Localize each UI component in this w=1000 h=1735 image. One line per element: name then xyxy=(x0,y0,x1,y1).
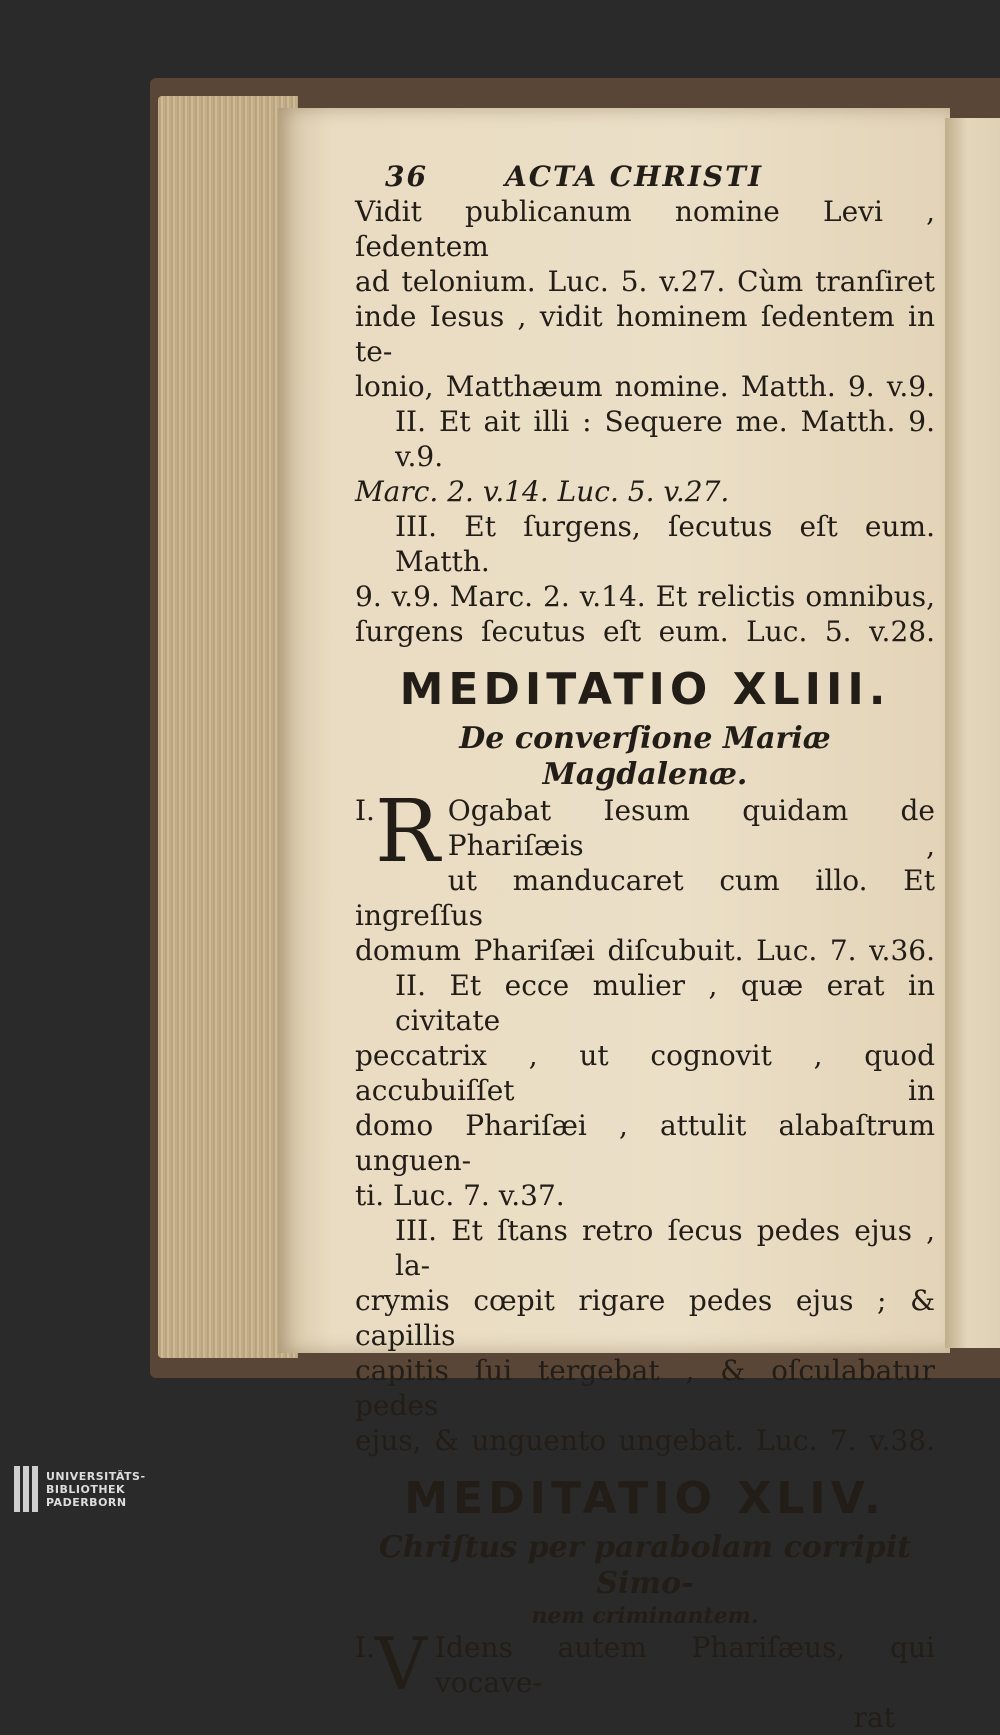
meditatio-43-subtitle: De converſione Mariæ Magdalenæ. xyxy=(459,721,831,792)
running-title: ACTA CHRISTI xyxy=(505,160,764,193)
text-line: 9. v.9. Marc. 2. v.14. Et relictis omnibus, xyxy=(355,580,935,613)
text-line: Idens autem Phariſæus, qui vocave- xyxy=(434,1631,935,1699)
text-line: capitis ſui tergebat , & oſculabatur pedes xyxy=(355,1354,935,1422)
page-edges xyxy=(158,96,298,1358)
library-logo xyxy=(14,1466,146,1512)
text-line: crymis cœpit rigare pedes ejus ; & capillis xyxy=(355,1284,935,1352)
text-line: inde Iesus , vidit hominem ſedentem in te- xyxy=(355,300,935,368)
text-line: domum Phariſæi diſcubuit. Luc. 7. v.36. xyxy=(355,934,935,967)
text-line: ejus, & unguento ungebat. Luc. 7. v.38. xyxy=(355,1424,935,1457)
library-name: UNIVERSITÄTS- BIBLIOTHEK PADERBORN xyxy=(46,1469,146,1509)
text-line: ti. Luc. 7. v.37. xyxy=(355,1179,565,1212)
text-line: III. Et ſurgens, ſecutus eſt eum. Matth. xyxy=(395,510,935,578)
running-header xyxy=(385,160,935,194)
text-line: lonio, Matthæum nomine. Matth. 9. v.9. xyxy=(355,370,935,403)
page-number: 36 xyxy=(385,160,428,193)
text-line: Marc. 2. v.14. Luc. 5. v.27. xyxy=(355,475,730,508)
drop-cap: V xyxy=(374,1622,427,1706)
text-line: domo Phariſæi , attulit alabaſtrum unguen- xyxy=(355,1109,935,1177)
page-text xyxy=(355,160,935,1735)
meditatio-44-subtitle-2: nem criminantem. xyxy=(531,1603,759,1629)
meditatio-44-subtitle: Chriſtus per parabolam corripit Simo- xyxy=(378,1530,912,1601)
meditatio-43-title: MEDITATIO XLIII. xyxy=(399,664,891,715)
text-line: ſurgens ſecutus eſt eum. Luc. 5. v.28. xyxy=(355,615,935,648)
meditatio-43-paragraph-1 xyxy=(355,782,935,933)
meditatio-44-paragraph-1 xyxy=(355,1622,935,1706)
text-line: II. Et ecce mulier , quæ erat in civitate xyxy=(395,969,935,1037)
meditatio-44-title: MEDITATIO XLIV. xyxy=(404,1473,886,1524)
paragraph-number: I. xyxy=(355,794,375,827)
text-line: ut manducaret cum illo. Et ingreſſus xyxy=(355,864,935,932)
catchword: rat xyxy=(853,1701,895,1734)
library-logo-icon xyxy=(14,1466,38,1512)
text-line: II. Et ait illi : Sequere me. Matth. 9. v.9. xyxy=(395,405,935,473)
drop-cap: R xyxy=(374,782,440,882)
text-line: III. Et ſtans retro ſecus pedes ejus , la- xyxy=(395,1214,935,1282)
text-line: Vidit publicanum nomine Levi , ſedentem xyxy=(355,195,935,263)
right-page-fragment xyxy=(945,118,1000,1348)
text-line: ad telonium. Luc. 5. v.27. Cùm tranſiret xyxy=(355,265,935,298)
text-line: Ogabat Iesum quidam de Phariſæis , xyxy=(447,794,935,862)
text-line: peccatrix , ut cognovit , quod accubuiſſet in xyxy=(355,1039,935,1107)
paragraph-number: I. xyxy=(355,1631,375,1664)
